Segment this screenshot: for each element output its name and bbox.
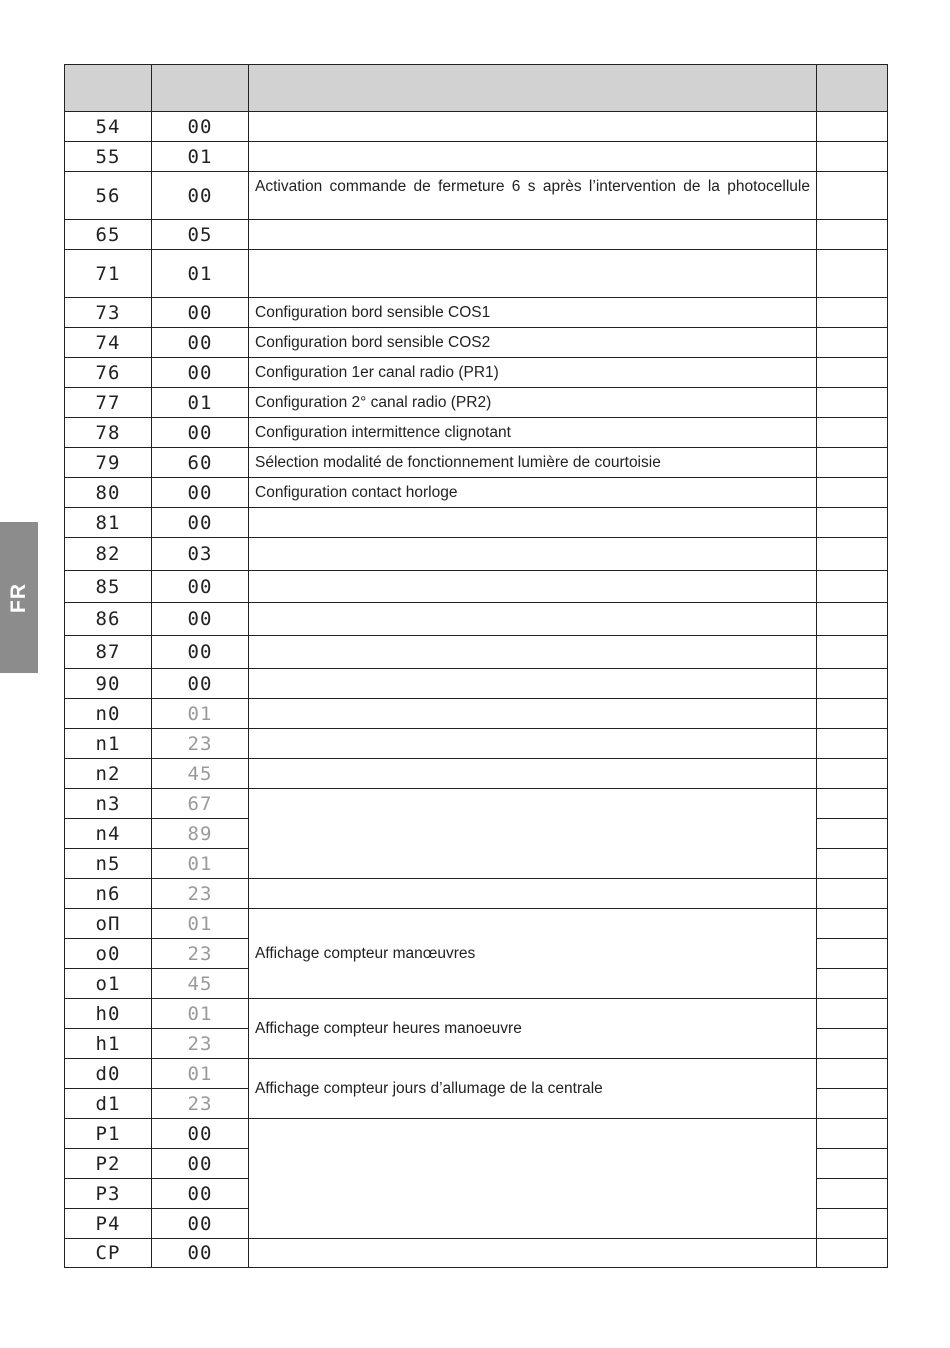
param-description: Configuration 1er canal radio (PR1) [249,358,817,388]
table-row [65,1239,888,1268]
param-description [249,220,817,250]
param-code: P3 [65,1179,152,1209]
param-code: 77 [65,388,152,418]
param-description [249,1239,817,1268]
param-code: P4 [65,1209,152,1239]
param-extra [817,969,888,999]
param-description: Configuration 2° canal radio (PR2) [249,388,817,418]
param-code: d0 [65,1059,152,1089]
table-row [65,909,888,939]
param-description [249,879,817,909]
param-value: 00 [152,508,249,538]
param-extra [817,448,888,478]
table-row [65,328,888,358]
param-extra [817,1149,888,1179]
param-value: 00 [152,1149,249,1179]
param-description: Affichage compteur jours d’allumage de la centrale [249,1059,817,1119]
param-description [249,789,817,879]
param-value: 23 [152,939,249,969]
param-description: Configuration intermittence clignotant [249,418,817,448]
param-value: 89 [152,819,249,849]
param-code: 90 [65,669,152,699]
table-row [65,418,888,448]
param-value: 01 [152,849,249,879]
param-code: 73 [65,298,152,328]
param-extra [817,909,888,939]
param-extra [817,1029,888,1059]
language-tab-label: FR [7,582,30,613]
table-row [65,298,888,328]
param-value: 00 [152,478,249,508]
param-code: n3 [65,789,152,819]
param-description [249,636,817,669]
header-cell-extra [817,65,888,112]
table-row [65,879,888,909]
param-value: 00 [152,112,249,142]
param-value: 03 [152,538,249,571]
table-row [65,358,888,388]
param-extra [817,939,888,969]
param-value: 00 [152,298,249,328]
param-value: 00 [152,1239,249,1268]
param-extra [817,478,888,508]
table-row [65,448,888,478]
param-value: 00 [152,1209,249,1239]
param-code: 65 [65,220,152,250]
param-code: 76 [65,358,152,388]
param-description [249,538,817,571]
param-extra [817,571,888,603]
param-code: 74 [65,328,152,358]
param-value: 00 [152,1119,249,1149]
param-extra [817,172,888,220]
param-extra [817,1179,888,1209]
param-code: 78 [65,418,152,448]
param-extra [817,729,888,759]
table-row [65,478,888,508]
param-code: d1 [65,1089,152,1119]
table-row [65,388,888,418]
header-cell-description [249,65,817,112]
table-row [65,250,888,298]
table-row [65,999,888,1029]
param-code: n2 [65,759,152,789]
param-extra [817,879,888,909]
param-value: 01 [152,142,249,172]
param-value: 01 [152,250,249,298]
table-row [65,759,888,789]
param-code: n0 [65,699,152,729]
param-code: 85 [65,571,152,603]
param-description: Sélection modalité de fonctionnement lumière de courtoisie [249,448,817,478]
table-row [65,142,888,172]
table-row [65,603,888,636]
param-description: Activation commande de fermeture 6 s après l’intervention de la photocellule [249,172,817,220]
param-code: n5 [65,849,152,879]
param-value: 23 [152,879,249,909]
param-code: h0 [65,999,152,1029]
param-value: 00 [152,328,249,358]
param-extra [817,1119,888,1149]
param-code: 79 [65,448,152,478]
param-value: 01 [152,999,249,1029]
param-value: 45 [152,969,249,999]
param-extra [817,538,888,571]
param-code: 55 [65,142,152,172]
param-code: CP [65,1239,152,1268]
param-code: n4 [65,819,152,849]
table-row [65,1119,888,1149]
table-row [65,112,888,142]
param-value: 23 [152,1089,249,1119]
param-extra [817,636,888,669]
param-value: 01 [152,699,249,729]
language-tab [0,522,38,673]
table-row [65,220,888,250]
param-code: 87 [65,636,152,669]
header-cell-value [152,65,249,112]
table-row [65,729,888,759]
param-code: n6 [65,879,152,909]
param-code: h1 [65,1029,152,1059]
param-extra [817,603,888,636]
param-extra [817,358,888,388]
param-value: 23 [152,1029,249,1059]
table-row [65,538,888,571]
param-value: 01 [152,909,249,939]
parameters-table [64,64,888,1268]
param-description [249,699,817,729]
param-value: 00 [152,172,249,220]
param-extra [817,819,888,849]
param-extra [817,999,888,1029]
param-description: Configuration bord sensible COS2 [249,328,817,358]
param-code: 54 [65,112,152,142]
param-extra [817,112,888,142]
param-value: 01 [152,1059,249,1089]
param-value: 00 [152,571,249,603]
param-description [249,603,817,636]
param-extra [817,789,888,819]
param-code: P1 [65,1119,152,1149]
param-code: oΠ [65,909,152,939]
table-row [65,789,888,819]
param-value: 01 [152,388,249,418]
param-description [249,142,817,172]
param-code: o0 [65,939,152,969]
param-description [249,508,817,538]
param-extra [817,298,888,328]
param-code: n1 [65,729,152,759]
table-header-row [65,65,888,112]
table-row [65,699,888,729]
param-extra [817,250,888,298]
param-code: 82 [65,538,152,571]
param-description [249,112,817,142]
param-value: 67 [152,789,249,819]
param-code: 81 [65,508,152,538]
param-code: 86 [65,603,152,636]
param-value: 00 [152,669,249,699]
param-code: 71 [65,250,152,298]
param-code: 80 [65,478,152,508]
param-description [249,250,817,298]
table-row [65,508,888,538]
param-value: 23 [152,729,249,759]
param-description: Configuration contact horloge [249,478,817,508]
table-row [65,1059,888,1089]
param-extra [817,849,888,879]
param-extra [817,328,888,358]
param-extra [817,508,888,538]
table-row [65,636,888,669]
header-cell-code [65,65,152,112]
param-value: 45 [152,759,249,789]
param-extra [817,142,888,172]
param-value: 00 [152,636,249,669]
param-extra [817,669,888,699]
param-description [249,759,817,789]
param-description: Affichage compteur heures manoeuvre [249,999,817,1059]
param-value: 00 [152,358,249,388]
param-code: o1 [65,969,152,999]
param-extra [817,418,888,448]
param-value: 00 [152,418,249,448]
param-value: 05 [152,220,249,250]
param-value: 60 [152,448,249,478]
table-row [65,571,888,603]
param-description: Configuration bord sensible COS1 [249,298,817,328]
param-extra [817,759,888,789]
param-description [249,571,817,603]
param-extra [817,699,888,729]
param-code: 56 [65,172,152,220]
param-extra [817,1239,888,1268]
param-extra [817,220,888,250]
param-description [249,1119,817,1239]
param-extra [817,1209,888,1239]
table-row [65,669,888,699]
table-row [65,172,888,220]
param-value: 00 [152,603,249,636]
param-code: P2 [65,1149,152,1179]
param-description [249,669,817,699]
param-extra [817,1059,888,1089]
param-description: Affichage compteur manœuvres [249,909,817,999]
param-extra [817,1089,888,1119]
param-value: 00 [152,1179,249,1209]
param-description [249,729,817,759]
param-extra [817,388,888,418]
